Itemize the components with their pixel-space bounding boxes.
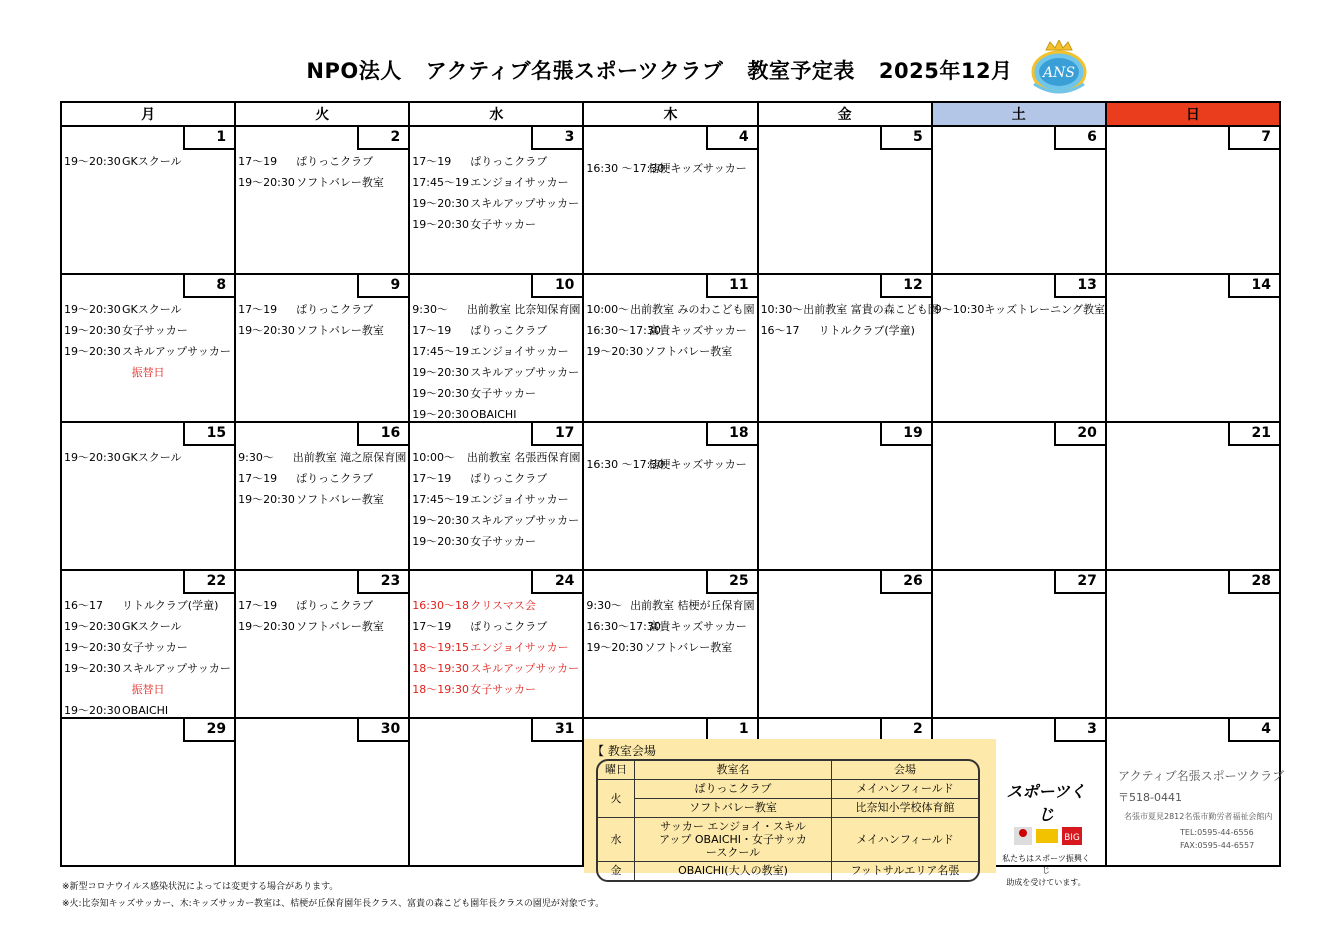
event-name: 出前教室 名張西保育園: [466, 451, 581, 464]
day-cell: [61, 126, 235, 274]
event-item: [238, 320, 406, 341]
day-number: 13: [1054, 274, 1106, 298]
weekday-wed: 水: [409, 102, 583, 126]
event-time: 16:30～17:30: [586, 620, 661, 633]
event-time: 17～19: [238, 155, 278, 168]
event-name: ぱりっこクラブ: [470, 472, 548, 485]
week-row: [61, 570, 1280, 718]
event-time: 17:45～19: [412, 493, 469, 506]
venue-place: メイハンフィールド: [832, 818, 978, 862]
event-time: 19～20:30: [64, 345, 121, 358]
day-number: 21: [1228, 422, 1280, 446]
event-item: [412, 637, 580, 658]
weekday-sat: 土: [932, 102, 1106, 126]
event-item: [64, 616, 232, 637]
weekday-tue: 火: [235, 102, 409, 126]
event-name: 出前教室 滝之原保育園: [292, 451, 407, 464]
event-name: OBAICHI: [470, 408, 517, 421]
lottery-line-2: 助成を受けています。: [1006, 878, 1086, 887]
day-number: 23: [357, 570, 409, 594]
event-name: ソフトバレー教室: [296, 493, 384, 506]
event-name: ぱりっこクラブ: [470, 324, 548, 337]
address-club-name: アクティブ名張スポーツクラブ: [1118, 769, 1285, 783]
day-number: 17: [531, 422, 583, 446]
venue-class-name: OBAICHI(大人の教室): [635, 862, 832, 880]
event-name: エンジョイサッカー: [470, 641, 569, 654]
event-item: [586, 616, 754, 637]
event-time: 18～19:30: [412, 662, 469, 675]
footnote-1: ※新型コロナウイルス感染状況によっては変更する場合があります。: [62, 882, 339, 892]
day-number: 11: [706, 274, 758, 298]
event-time: 19～20:30: [412, 408, 469, 421]
day-number: 4: [706, 126, 758, 150]
club-address: [1118, 767, 1284, 850]
event-item: [586, 457, 754, 472]
venue-header-place: 会場: [832, 761, 978, 780]
event-item: [412, 489, 580, 510]
venue-place: フットサルエリア名張: [850, 864, 960, 877]
club-logo-icon: [1028, 40, 1090, 98]
event-time: 17～19: [238, 472, 278, 485]
venue-place: メイハンフィールド: [832, 780, 978, 799]
day-number: 31: [531, 718, 583, 742]
substitute-day-note: 振替日: [131, 366, 165, 379]
event-time: 19～20:30: [64, 620, 121, 633]
event-item: [586, 637, 754, 658]
event-time: 9:30～: [238, 451, 274, 464]
event-name: エンジョイサッカー: [470, 345, 569, 358]
event-time: 16～17: [64, 599, 103, 612]
event-time: 10:30～: [760, 303, 804, 316]
day-number: 22: [183, 570, 235, 594]
event-name: GKスクール: [122, 155, 182, 168]
event-name: ぱりっこクラブ: [296, 472, 374, 485]
day-cell: [758, 570, 932, 718]
event-item: [238, 489, 406, 510]
day-cell: [1106, 570, 1280, 718]
day-cell: [758, 274, 939, 422]
day-cell: [61, 422, 235, 570]
day-cell: [932, 274, 1106, 422]
month-label: 2025年12月: [878, 59, 1013, 83]
event-item: [412, 214, 580, 235]
venue-class-name: ソフトバレー教室: [635, 799, 832, 818]
event-time: 19～20:30: [64, 451, 121, 464]
day-number: 29: [183, 718, 235, 742]
event-list: [64, 595, 232, 721]
day-number: 3: [531, 126, 583, 150]
event-item: [412, 299, 580, 320]
event-list: [412, 299, 580, 425]
event-time: 17～19: [238, 599, 278, 612]
event-item: [412, 468, 580, 489]
event-name: ソフトバレー教室: [644, 345, 733, 358]
address-tel: TEL:0595-44-6556: [1180, 828, 1254, 837]
day-number: 8: [183, 274, 235, 298]
day-number: 26: [880, 570, 932, 594]
event-name: スキルアップサッカー: [470, 514, 580, 527]
event-item: [586, 161, 754, 176]
event-name: ぱりっこクラブ: [296, 303, 374, 316]
event-time: 16:30 ～17:30: [586, 162, 665, 175]
event-name: 出前教室 富貴の森こども園: [803, 303, 939, 316]
event-list: [238, 151, 406, 193]
event-time: 16～17: [760, 324, 800, 337]
substitute-day-note: 振替日: [131, 683, 165, 696]
event-item: [64, 447, 232, 468]
event-item: [412, 172, 580, 193]
event-name: エンジョイサッカー: [470, 176, 569, 189]
event-name: ぱりっこクラブ: [296, 599, 374, 612]
venue-heading: 【 教室会場: [592, 744, 656, 758]
event-item: [412, 320, 580, 341]
event-item: [238, 468, 406, 489]
event-time: 17～19: [412, 620, 452, 633]
day-number: 25: [706, 570, 758, 594]
day-cell: [61, 718, 235, 866]
event-name: ソフトバレー教室: [296, 176, 384, 189]
day-cell: [932, 570, 1106, 718]
day-number: 14: [1228, 274, 1280, 298]
event-list: [760, 299, 939, 341]
event-item: [238, 447, 406, 468]
event-time: 16:30 ～17:30: [586, 458, 665, 471]
event-item: [586, 595, 754, 616]
event-item: [412, 341, 580, 362]
lottery-logo-text: スポーツくじ: [1006, 782, 1086, 824]
venue-class-name: ぱりっこクラブ: [635, 780, 832, 799]
event-name: スキルアップサッカー: [122, 345, 231, 358]
event-name: クリスマス会: [470, 599, 536, 612]
event-list: [586, 299, 754, 362]
event-name: 女子サッカー: [122, 324, 188, 337]
event-name: キッズトレーニング教室: [984, 303, 1105, 316]
event-item: [586, 299, 754, 320]
event-time: 19～20:30: [586, 641, 644, 654]
event-item: [586, 341, 754, 362]
event-item: [64, 151, 232, 172]
event-item: [64, 320, 232, 341]
event-list: [586, 151, 754, 176]
event-list: [412, 151, 580, 235]
lottery-line-1: 私たちはスポーツ振興くじ: [1002, 854, 1090, 875]
event-list: [586, 595, 754, 658]
event-time: 19～20:30: [64, 324, 121, 337]
event-name: GKスクール: [122, 451, 182, 464]
event-time: 16:30～17:30: [586, 324, 661, 337]
event-item: [935, 299, 1103, 320]
day-cell: [932, 422, 1106, 570]
day-number: 15: [183, 422, 235, 446]
day-cell: [235, 126, 409, 274]
event-item: [238, 595, 406, 616]
day-number: 24: [531, 570, 583, 594]
event-item: [586, 320, 754, 341]
venue-place: 比奈知小学校体育館: [832, 799, 978, 818]
day-cell: [235, 570, 409, 718]
event-name: スキルアップサッカー: [470, 366, 580, 379]
event-item: [64, 595, 232, 616]
event-item: [238, 151, 406, 172]
event-name: 富貴キッズサッカー: [648, 324, 747, 337]
event-time: 10:00～: [412, 451, 455, 464]
event-name: ぱりっこクラブ: [470, 155, 548, 168]
event-name: GKスクール: [122, 303, 182, 316]
day-number: 2: [357, 126, 409, 150]
page-title: [0, 55, 1343, 85]
event-time: 17～19: [412, 472, 452, 485]
day-number: 18: [706, 422, 758, 446]
event-time: 19～20:30: [64, 704, 121, 717]
event-item: [238, 299, 406, 320]
day-number: 2: [880, 718, 932, 742]
event-time: 17～19: [412, 155, 452, 168]
day-cell: [235, 718, 409, 866]
day-number: 1: [183, 126, 235, 150]
day-number: 27: [1054, 570, 1106, 594]
event-item: [64, 658, 232, 679]
event-time: 17:45～19: [412, 345, 469, 358]
day-cell: [61, 570, 235, 718]
event-name: ぱりっこクラブ: [470, 620, 548, 633]
day-cell: [932, 126, 1106, 274]
event-time: 19～20:30: [586, 345, 644, 358]
day-number: 1: [706, 718, 758, 742]
event-name: 桔梗キッズサッカー: [648, 162, 747, 175]
event-item: [412, 151, 580, 172]
event-item: [761, 320, 929, 341]
event-name: ぱりっこクラブ: [296, 155, 374, 168]
svg-text:ANS: ANS: [1043, 65, 1075, 81]
day-number: 9: [357, 274, 409, 298]
venue-class-name: サッカー エンジョイ・スキルアップ OBAICHI・女子サッカースクール: [635, 818, 832, 862]
address-zip: 〒518-0441: [1118, 791, 1182, 804]
venue-header-name: 教室名: [635, 761, 832, 780]
event-name: スキルアップサッカー: [470, 662, 580, 675]
doc-name: 教室予定表: [747, 59, 855, 83]
event-list: [64, 151, 232, 172]
weekday-sun: 日: [1106, 102, 1280, 126]
org-label: NPO法人: [306, 59, 402, 83]
venue-panel: [584, 739, 996, 877]
event-time: 17～19: [238, 303, 278, 316]
event-item: [238, 172, 406, 193]
event-list: [238, 595, 406, 637]
event-time: 17～19: [412, 324, 452, 337]
event-time: 19～20:30: [64, 641, 121, 654]
day-cell: [583, 274, 757, 422]
event-name: スキルアップサッカー: [470, 197, 580, 210]
day-cell: [61, 274, 235, 422]
day-number: 19: [880, 422, 932, 446]
event-list: [586, 447, 754, 472]
svg-text:BIG: BIG: [1064, 833, 1080, 843]
event-list: [238, 299, 406, 341]
event-time: 10:00～: [586, 303, 630, 316]
event-item: [412, 531, 580, 552]
address-fax: FAX:0595-44-6557: [1180, 841, 1255, 850]
event-time: 19～20:30: [238, 620, 295, 633]
event-name: エンジョイサッカー: [470, 493, 569, 506]
event-list: [238, 447, 406, 510]
event-time: 19～20:30: [64, 662, 121, 675]
event-time: 19～20:30: [64, 303, 121, 316]
event-time: 9～10:30: [934, 303, 985, 316]
day-cell: [1106, 274, 1280, 422]
event-name: 女子サッカー: [470, 535, 537, 548]
week-row: [61, 274, 1280, 422]
event-time: 18～19:15: [412, 641, 469, 654]
event-list: [412, 595, 580, 700]
event-time: 9:30～: [586, 599, 623, 612]
event-name: 女子サッカー: [470, 683, 537, 696]
venue-day: 火: [598, 780, 635, 818]
day-cell: [235, 274, 409, 422]
event-name: ソフトバレー教室: [296, 324, 384, 337]
venue-day: 水: [598, 818, 635, 862]
event-time: 19～20:30: [238, 176, 295, 189]
event-item: [64, 299, 232, 320]
event-item: [412, 447, 580, 468]
day-number: 28: [1228, 570, 1280, 594]
event-list: [64, 299, 232, 383]
day-cell: [409, 126, 583, 274]
event-time: 19～20:30: [238, 493, 295, 506]
event-list: [64, 447, 232, 468]
event-time: 19～20:30: [412, 218, 469, 231]
event-item: [412, 658, 580, 679]
day-number: 6: [1054, 126, 1106, 150]
event-name: GKスクール: [122, 620, 182, 633]
event-time: 19～20:30: [412, 366, 469, 379]
event-item: [64, 637, 232, 658]
event-name: OBAICHI: [122, 704, 169, 717]
event-time: 19～20:30: [64, 155, 121, 168]
event-item: [412, 510, 580, 531]
event-name: スキルアップサッカー: [122, 662, 231, 675]
address-street: 名張市夏見2812名張市勤労者福祉会館内: [1124, 812, 1273, 821]
venue-table: [596, 759, 980, 882]
event-item: [412, 616, 580, 637]
day-cell: [758, 126, 932, 274]
event-time: 19～20:30: [412, 197, 469, 210]
day-cell: [583, 570, 757, 718]
weekday-thu: 木: [583, 102, 757, 126]
day-cell: [583, 126, 757, 274]
event-item: [238, 616, 406, 637]
day-cell: [583, 422, 757, 570]
event-time: 16:30～18: [412, 599, 469, 612]
lottery-badges-icon: [1000, 825, 1092, 849]
event-time: 19～20:30: [412, 387, 469, 400]
event-name: リトルクラブ(学童): [122, 599, 219, 612]
event-name: 出前教室 みのわこども園: [630, 303, 755, 316]
event-item: [64, 341, 232, 362]
event-time: 17:45～19: [412, 176, 469, 189]
event-name: リトルクラブ(学童): [818, 324, 915, 337]
day-number: 12: [880, 274, 932, 298]
day-cell: [1106, 422, 1280, 570]
event-item: [412, 193, 580, 214]
event-name: ソフトバレー教室: [644, 641, 733, 654]
event-time: 9:30～: [412, 303, 448, 316]
day-cell: [409, 570, 583, 718]
event-name: 出前教室 桔梗が丘保育園: [630, 599, 755, 612]
event-name: ソフトバレー教室: [296, 620, 384, 633]
day-number: 3: [1054, 718, 1106, 742]
day-cell: [235, 422, 409, 570]
club-name: アクティブ名張スポーツクラブ: [425, 59, 724, 83]
day-number: 20: [1054, 422, 1106, 446]
day-number: 10: [531, 274, 583, 298]
event-time: 18～19:30: [412, 683, 469, 696]
venue-day: 金: [598, 862, 635, 880]
sports-lottery-logo: [1000, 779, 1092, 887]
week-row: [61, 126, 1280, 274]
event-item: [412, 362, 580, 383]
day-number: 16: [357, 422, 409, 446]
day-cell: [409, 274, 583, 422]
event-name: 女子サッカー: [470, 218, 537, 231]
event-name: 出前教室 比奈知保育園: [466, 303, 581, 316]
weekday-fri: 金: [758, 102, 932, 126]
event-item: [412, 383, 580, 404]
event-list: [412, 447, 580, 552]
day-cell: [409, 718, 583, 866]
event-name: 桔梗キッズサッカー: [648, 458, 747, 471]
venue-header-day: 曜日: [598, 761, 635, 780]
event-item: [412, 679, 580, 700]
event-name: 女子サッカー: [122, 641, 188, 654]
day-cell: [1106, 126, 1280, 274]
day-number: 30: [357, 718, 409, 742]
day-number: 4: [1228, 718, 1280, 742]
event-time: 19～20:30: [412, 535, 469, 548]
event-time: 19～20:30: [412, 514, 469, 527]
weekday-mon: 月: [61, 102, 235, 126]
day-number: 5: [880, 126, 932, 150]
day-cell: [409, 422, 583, 570]
event-item: [412, 595, 580, 616]
footnote-2: ※火:比奈知キッズサッカー、木:キッズサッカー教室は、桔梗が丘保育園年長クラス、富貴の森こども園年長クラスの園児が対象です。: [62, 899, 605, 909]
week-row: [61, 422, 1280, 570]
day-number: 7: [1228, 126, 1280, 150]
event-name: 女子サッカー: [470, 387, 537, 400]
event-item: [760, 299, 939, 320]
event-list: [935, 299, 1103, 320]
event-time: 19～20:30: [238, 324, 295, 337]
event-name: 富貴キッズサッカー: [648, 620, 747, 633]
day-cell: [758, 422, 932, 570]
